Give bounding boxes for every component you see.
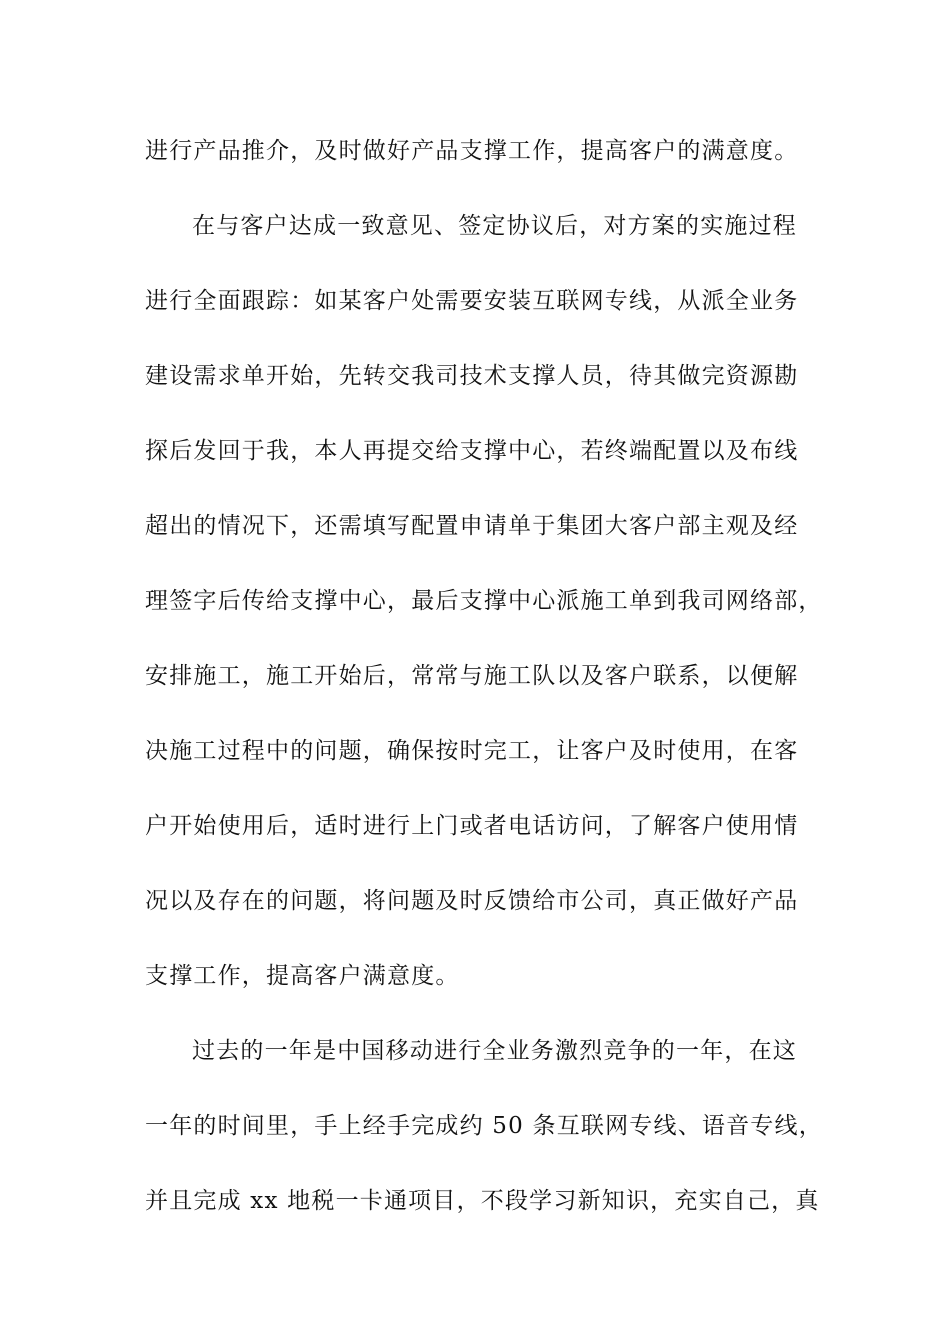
text-line: 理签字后传给支撑中心，最后支撑中心派施工单到我司网络部，: [145, 588, 823, 614]
text-line: 探后发回于我，本人再提交给支撑中心，若终端配置以及布线: [145, 438, 799, 464]
text-line: 况以及存在的问题，将问题及时反馈给市公司，真正做好产品: [145, 888, 799, 914]
text-line: 户开始使用后，适时进行上门或者电话访问，了解客户使用情: [145, 813, 799, 839]
text-line: 建设需求单开始，先转交我司技术支撑人员，待其做完资源勘: [145, 363, 799, 389]
document-body: [145, 130, 823, 1255]
text-line: 超出的情况下，还需填写配置申请单于集团大客户部主观及经: [145, 513, 799, 539]
text-line: 并且完成 xx 地税一卡通项目，不段学习新知识，充实自己，真: [145, 1188, 820, 1214]
text-line: 进行产品推介，及时做好产品支撑工作，提高客户的满意度。: [145, 138, 799, 164]
paragraph-start-line: 过去的一年是中国移动进行全业务激烈竞争的一年，在这: [192, 1038, 797, 1064]
text-line: 决施工过程中的问题，确保按时完工，让客户及时使用，在客: [145, 738, 799, 764]
paragraph-start-line: 在与客户达成一致意见、签定协议后，对方案的实施过程: [192, 213, 797, 239]
text-line: 一年的时间里，手上经手完成约 50 条互联网专线、语音专线，: [145, 1113, 823, 1139]
text-line: 支撑工作，提高客户满意度。: [145, 963, 460, 989]
text-line: 进行全面跟踪：如某客户处需要安装互联网专线，从派全业务: [145, 288, 799, 314]
text-line: 安排施工，施工开始后，常常与施工队以及客户联系，以便解: [145, 663, 799, 689]
